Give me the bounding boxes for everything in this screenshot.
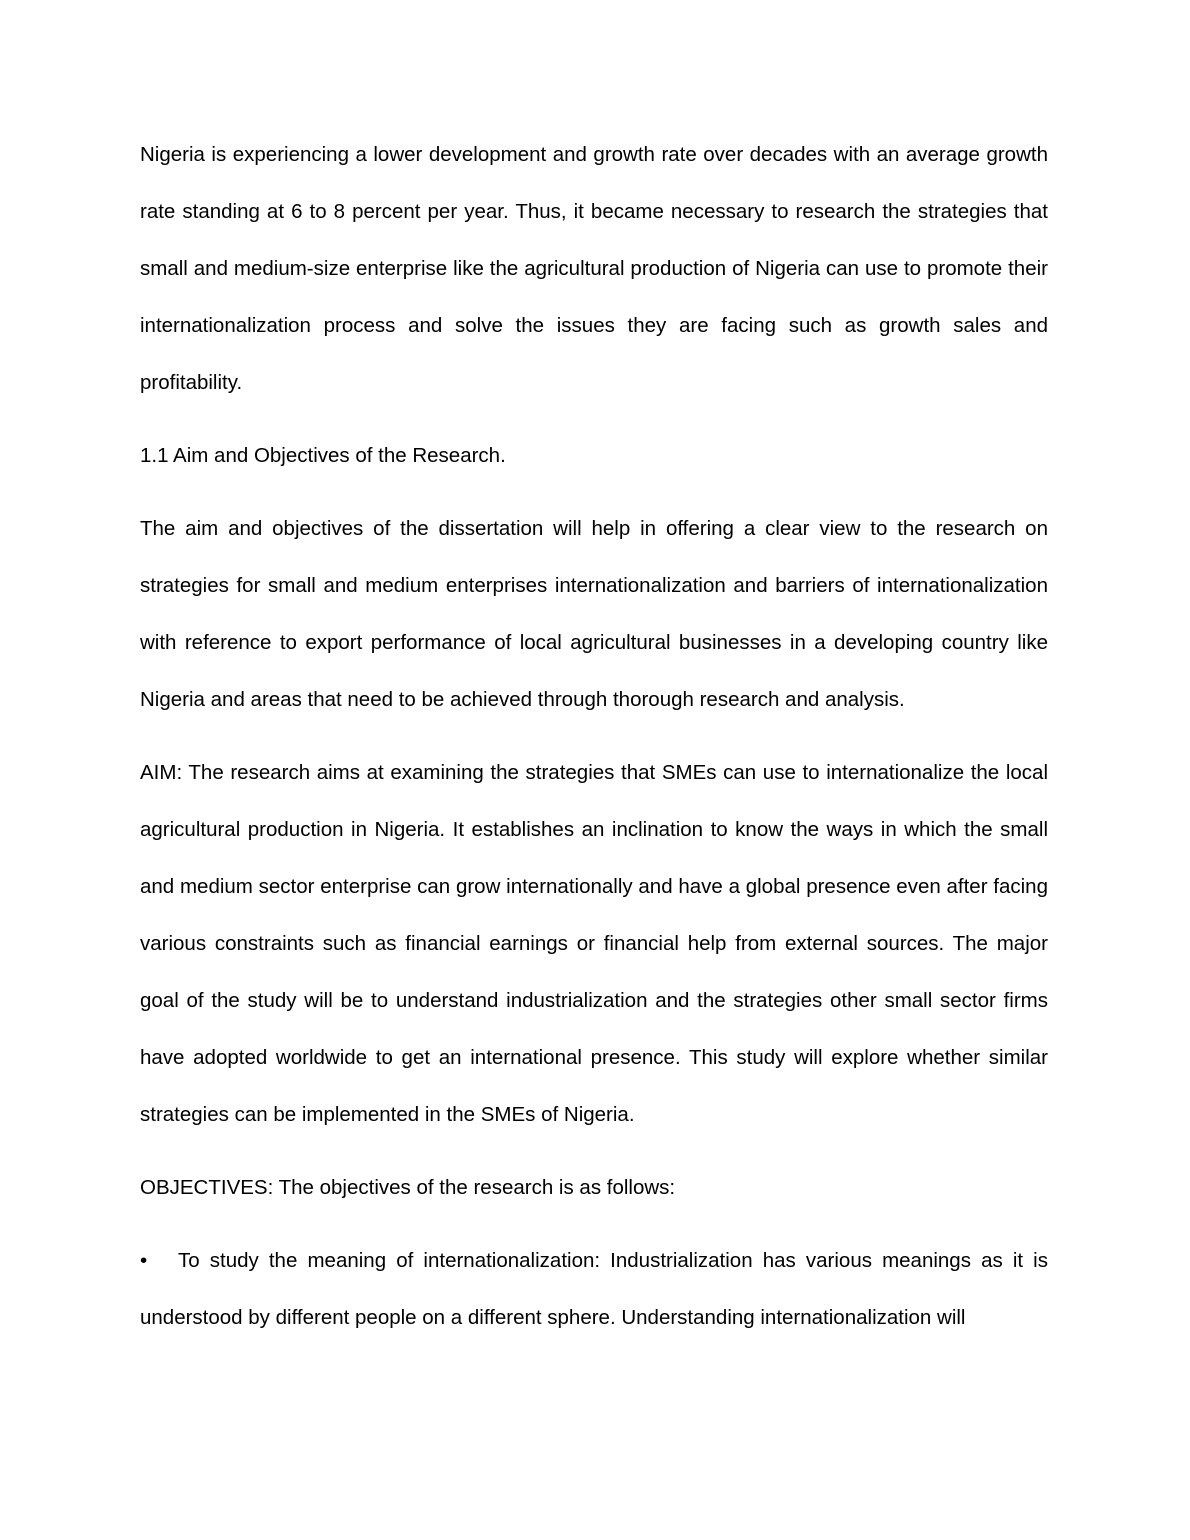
bullet-text: To study the meaning of internationalization: Industrialization has various meanings as it is understood by different people on a different sphere. Understanding internationalization will [140, 1249, 1048, 1329]
aim-paragraph: AIM: The research aims at examining the strategies that SMEs can use to internationalize the local agricultural production in Nigeria. It establishes an inclination to know the ways in which the small and medium sector enterprise can grow internationally and have a global presence even after facing various constraints such as financial earnings or financial help from external sources. The major goal of the study will be to understand industrialization and the strategies other small sector firms have adopted worldwide to get an international presence. This study will explore whether similar strategies can be implemented in the SMEs of Nigeria. [140, 761, 1048, 1126]
section-heading: 1.1 Aim and Objectives of the Research. [140, 444, 506, 467]
bullet-item [140, 1232, 1048, 1346]
aim-objectives-paragraph: The aim and objectives of the dissertation will help in offering a clear view to the research on strategies for small and medium enterprises internationalization and barriers of internationalization with reference to export performance of local agricultural businesses in a developing country like Nigeria and areas that need to be achieved through thorough research and analysis. [140, 517, 1048, 711]
document-page [140, 126, 1048, 1346]
bullet-marker: • [140, 1249, 148, 1272]
objectives-heading: OBJECTIVES: The objectives of the research is as follows: [140, 1176, 676, 1199]
intro-paragraph: Nigeria is experiencing a lower development and growth rate over decades with an average growth rate standing at 6 to 8 percent per year. Thus, it became necessary to research the strategies that small and medium-size enterprise like the agricultural production of Nigeria can use to promote their internationalization process and solve the issues they are facing such as growth sales and profitability. [140, 143, 1048, 394]
